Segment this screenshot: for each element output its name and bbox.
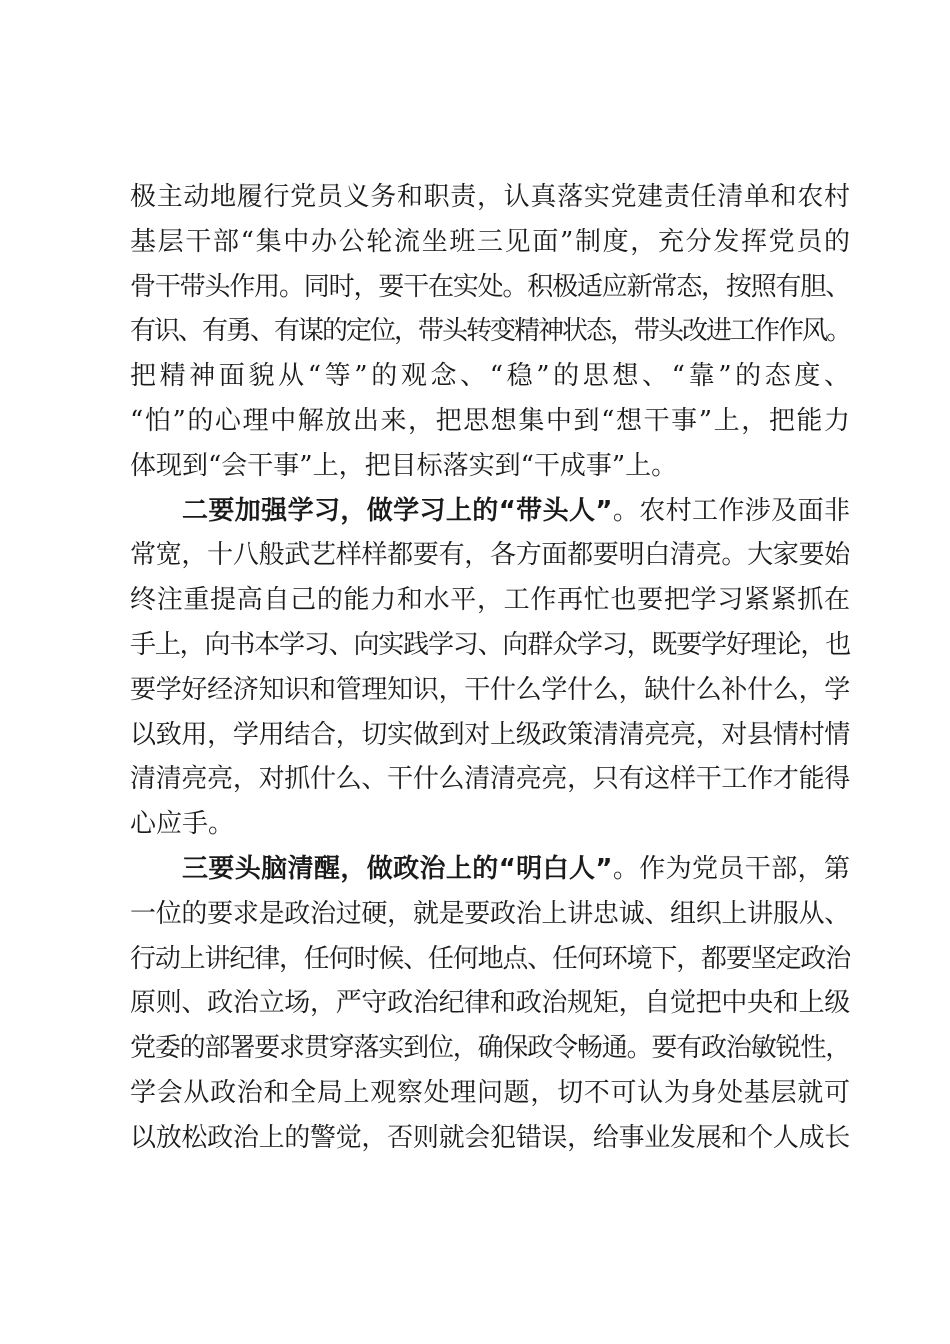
- paragraph-2-first-text: 。农村工作涉及面非: [612, 495, 850, 526]
- paragraph-3-line-2: 一位的要求是政治过硬，就是要政治上讲忠诚、组织上讲服从、: [130, 898, 850, 929]
- paragraph-2-line-1: [130, 489, 850, 534]
- paragraph-1-line-4: 有识、有勇、有谋的定位，带头转变精神状态，带头改进工作作风。: [130, 316, 850, 347]
- paragraph-2-line-3: 终注重提高自己的能力和水平，工作再忙也要把学习紧紧抓在: [130, 585, 850, 616]
- paragraph-2-line-8: 心应手。: [130, 809, 235, 840]
- paragraph-2-heading: 二要加强学习，做学习上的“带头人”: [182, 495, 613, 526]
- paragraph-2-line-6: 以致用，学用结合，切实做到对上级政策清清亮亮，对县情村情: [130, 719, 850, 750]
- paragraph-1-line-7: 体现到“会干事”上，把目标落实到“干成事”上。: [130, 450, 678, 481]
- paragraph-1-line-1: 极主动地履行党员义务和职责，认真落实党建责任清单和农村: [130, 182, 850, 212]
- paragraph-3-line-5: 党委的部署要求贯穿落实到位，确保政令畅通。要有政治敏锐性，: [130, 1033, 850, 1064]
- paragraph-1-line-5: 把精神面貌从“等”的观念、“稳”的思想、“靠”的态度、: [130, 361, 850, 392]
- paragraph-3-first-text: 。作为党员干部，第: [612, 853, 850, 884]
- paragraph-2-line-5: 要学好经济知识和管理知识，干什么学什么，缺什么补什么，学: [130, 674, 850, 705]
- paragraph-2-line-4: 手上，向书本学习、向实践学习、向群众学习，既要学好理论，也: [130, 629, 850, 660]
- paragraph-1-line-3: 骨干带头作用。同时，要干在实处。积极适应新常态，按照有胆、: [130, 271, 850, 302]
- paragraph-1-line-6: “怕”的心理中解放出来，把思想集中到“想干事”上，把能力: [130, 405, 850, 436]
- paragraph-3-line-7: 以放松政治上的警觉，否则就会犯错误，给事业发展和个人成长: [130, 1122, 850, 1153]
- paragraph-1-line-2: 基层干部“集中办公轮流坐班三见面”制度，充分发挥党员的: [130, 226, 850, 257]
- paragraph-2-line-2: 常宽，十八般武艺样样都要有，各方面都要明白清亮。大家要始: [130, 540, 850, 571]
- paragraph-3-heading: 三要头脑清醒，做政治上的“明白人”: [182, 853, 613, 884]
- paragraph-3-line-4: 原则、政治立场，严守政治纪律和政治规矩，自觉把中央和上级: [130, 988, 850, 1019]
- paragraph-3-line-1: [130, 847, 850, 892]
- paragraph-3-line-3: 行动上讲纪律，任何时候、任何地点、任何环境下，都要坚定政治: [130, 943, 850, 974]
- body-text: [130, 175, 850, 1161]
- paragraph-2-line-7: 清清亮亮，对抓什么、干什么清清亮亮，只有这样干工作才能得: [130, 764, 850, 795]
- paragraph-3-line-6: 学会从政治和全局上观察处理问题，切不可认为身处基层就可: [130, 1077, 850, 1108]
